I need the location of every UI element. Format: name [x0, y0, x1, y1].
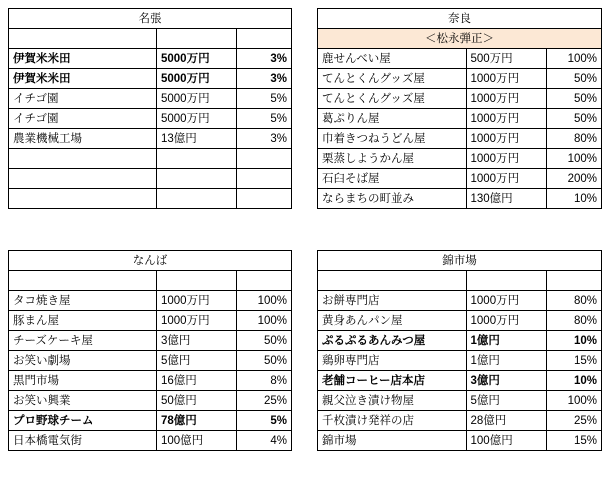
cell-amount[interactable]: 100億円	[466, 431, 546, 451]
cell-name[interactable]	[9, 149, 157, 169]
table-row[interactable]	[318, 49, 602, 69]
table-panel-nishiki	[317, 250, 602, 451]
cell-percent[interactable]: 50%	[546, 69, 601, 89]
cell-percent[interactable]: 5%	[237, 89, 292, 109]
table-row[interactable]	[9, 331, 292, 351]
cell-name[interactable]: 葛ぷりん屋	[318, 109, 467, 129]
table-title-row	[9, 251, 292, 271]
cell-amount[interactable]: 13億円	[157, 129, 237, 149]
table-namba	[8, 250, 292, 451]
table-row[interactable]	[318, 391, 602, 411]
cell-amount[interactable]: 1000万円	[157, 311, 237, 331]
table-title-nabari: 名張	[9, 9, 292, 29]
cell-percent[interactable]: 50%	[237, 331, 292, 351]
cell-name[interactable]: 豚まん屋	[9, 311, 157, 331]
cell-name[interactable]: 日本橋電気街	[9, 431, 157, 451]
cell-amount[interactable]	[157, 169, 237, 189]
table-row[interactable]	[9, 169, 292, 189]
table-row[interactable]	[9, 371, 292, 391]
table-row[interactable]	[9, 149, 292, 169]
cell-percent[interactable]: 3%	[237, 49, 292, 69]
table-title-row	[318, 251, 602, 271]
cell-percent[interactable]: 8%	[237, 371, 292, 391]
table-title-row	[318, 9, 602, 29]
table-row[interactable]	[318, 149, 602, 169]
table-row[interactable]	[318, 411, 602, 431]
cell-name[interactable]: 親父泣き漬け物屋	[318, 391, 467, 411]
cell-name[interactable]	[9, 271, 157, 291]
table-row[interactable]	[9, 69, 292, 89]
cell-amount[interactable]: 500万円	[466, 49, 546, 69]
cell-name[interactable]: タコ焼き屋	[9, 291, 157, 311]
table-row[interactable]	[318, 351, 602, 371]
cell-amount[interactable]	[157, 189, 237, 209]
table-row[interactable]	[318, 431, 602, 451]
cell-amount[interactable]: 1000万円	[466, 109, 546, 129]
table-panel-nara	[317, 8, 602, 209]
cell-percent[interactable]: 25%	[237, 391, 292, 411]
cell-amount[interactable]: 5000万円	[157, 89, 237, 109]
cell-name[interactable]	[9, 169, 157, 189]
table-row[interactable]	[318, 189, 602, 209]
cell-amount[interactable]: 1000万円	[466, 149, 546, 169]
table-row[interactable]	[9, 29, 292, 49]
cell-name[interactable]: 栗蒸しようかん屋	[318, 149, 467, 169]
cell-percent[interactable]: 80%	[546, 129, 601, 149]
cell-amount[interactable]: 1000万円	[466, 129, 546, 149]
table-row[interactable]	[318, 89, 602, 109]
cell-name[interactable]: お笑い劇場	[9, 351, 157, 371]
cell-percent[interactable]: 100%	[546, 49, 601, 69]
cell-name[interactable]	[9, 189, 157, 209]
table-row[interactable]	[9, 271, 292, 291]
cell-name[interactable]: ぷるぷるあんみつ屋	[318, 331, 467, 351]
cell-percent[interactable]: 4%	[237, 431, 292, 451]
cell-percent[interactable]	[237, 271, 292, 291]
cell-name[interactable]: 巾着きつねうどん屋	[318, 129, 467, 149]
cell-percent[interactable]: 10%	[546, 189, 601, 209]
cell-amount[interactable]: 5000万円	[157, 49, 237, 69]
cell-name[interactable]: 鹿せんべい屋	[318, 49, 467, 69]
cell-name[interactable]	[318, 271, 467, 291]
cell-name[interactable]: てんとくんグッズ屋	[318, 69, 467, 89]
cell-amount[interactable]: 1000万円	[466, 291, 546, 311]
table-row[interactable]	[318, 331, 602, 351]
cell-name[interactable]: 鶏卵専門店	[318, 351, 467, 371]
cell-percent[interactable]	[237, 149, 292, 169]
cell-amount[interactable]: 3億円	[466, 371, 546, 391]
cell-percent[interactable]: 5%	[237, 411, 292, 431]
cell-name[interactable]: 伊賀米米田	[9, 49, 157, 69]
cell-amount[interactable]: 28億円	[466, 411, 546, 431]
cell-name[interactable]: チーズケーキ屋	[9, 331, 157, 351]
cell-name[interactable]: お餅専門店	[318, 291, 467, 311]
cell-percent[interactable]: 3%	[237, 69, 292, 89]
cell-percent[interactable]: 25%	[546, 411, 601, 431]
cell-amount[interactable]: 5000万円	[157, 109, 237, 129]
table-subtitle-nara: ＜松永弾正＞	[318, 29, 602, 49]
cell-amount[interactable]: 130億円	[466, 189, 546, 209]
cell-percent[interactable]: 80%	[546, 291, 601, 311]
cell-percent[interactable]: 100%	[237, 291, 292, 311]
cell-name[interactable]: 千枚漬け発祥の店	[318, 411, 467, 431]
cell-amount[interactable]: 5億円	[466, 391, 546, 411]
table-row[interactable]	[318, 271, 602, 291]
table-row[interactable]	[9, 109, 292, 129]
table-row[interactable]	[9, 129, 292, 149]
table-row[interactable]	[9, 411, 292, 431]
table-title-namba: なんば	[9, 251, 292, 271]
table-title-row	[9, 9, 292, 29]
cell-name[interactable]: プロ野球チーム	[9, 411, 157, 431]
cell-name[interactable]	[9, 29, 157, 49]
table-row[interactable]	[318, 371, 602, 391]
table-row[interactable]	[9, 431, 292, 451]
cell-name[interactable]: イチゴ園	[9, 109, 157, 129]
cell-name[interactable]: 錦市場	[318, 431, 467, 451]
cell-percent[interactable]	[546, 271, 601, 291]
cell-amount[interactable]: 16億円	[157, 371, 237, 391]
cell-percent[interactable]: 80%	[546, 311, 601, 331]
cell-amount[interactable]	[157, 149, 237, 169]
cell-amount[interactable]	[157, 271, 237, 291]
table-nara	[317, 8, 602, 209]
cell-percent[interactable]: 100%	[546, 149, 601, 169]
cell-percent[interactable]: 100%	[546, 391, 601, 411]
cell-amount[interactable]	[157, 29, 237, 49]
cell-percent[interactable]: 200%	[546, 169, 601, 189]
cell-name[interactable]: 石臼そば屋	[318, 169, 467, 189]
table-title-nara: 奈良	[318, 9, 602, 29]
cell-name[interactable]: 伊賀米米田	[9, 69, 157, 89]
cell-amount[interactable]: 50億円	[157, 391, 237, 411]
cell-percent[interactable]: 5%	[237, 109, 292, 129]
cell-name[interactable]: てんとくんグッズ屋	[318, 89, 467, 109]
cell-amount[interactable]: 100億円	[157, 431, 237, 451]
cell-amount[interactable]: 5000万円	[157, 69, 237, 89]
cell-percent[interactable]: 3%	[237, 129, 292, 149]
cell-name[interactable]: 農業機械工場	[9, 129, 157, 149]
cell-amount[interactable]: 1000万円	[466, 89, 546, 109]
cell-amount[interactable]: 1000万円	[466, 69, 546, 89]
cell-name[interactable]: 老舗コーヒー店本店	[318, 371, 467, 391]
table-row[interactable]	[9, 49, 292, 69]
cell-percent[interactable]	[237, 189, 292, 209]
table-panel-namba	[8, 250, 291, 451]
cell-name[interactable]: お笑い興業	[9, 391, 157, 411]
table-row[interactable]	[9, 189, 292, 209]
cell-amount[interactable]: 1000万円	[466, 311, 546, 331]
table-nabari	[8, 8, 292, 209]
cell-percent[interactable]: 100%	[237, 311, 292, 331]
cell-amount[interactable]: 1000万円	[466, 169, 546, 189]
table-row[interactable]	[318, 169, 602, 189]
cell-name[interactable]: ならまちの町並み	[318, 189, 467, 209]
cell-percent[interactable]: 10%	[546, 371, 601, 391]
table-row[interactable]	[9, 351, 292, 371]
cell-name[interactable]: 黒門市場	[9, 371, 157, 391]
cell-name[interactable]: イチゴ園	[9, 89, 157, 109]
cell-amount[interactable]: 78億円	[157, 411, 237, 431]
table-panel-nabari	[8, 8, 291, 209]
cell-amount[interactable]: 1000万円	[157, 291, 237, 311]
table-nishiki	[317, 250, 602, 451]
table-row[interactable]	[318, 291, 602, 311]
table-row[interactable]	[9, 89, 292, 109]
table-row[interactable]	[318, 129, 602, 149]
cell-percent[interactable]: 10%	[546, 331, 601, 351]
cell-percent[interactable]: 15%	[546, 351, 601, 371]
cell-amount[interactable]: 5億円	[157, 351, 237, 371]
table-row[interactable]	[318, 109, 602, 129]
cell-percent[interactable]: 15%	[546, 431, 601, 451]
table-title-nishiki: 錦市場	[318, 251, 602, 271]
cell-percent[interactable]: 50%	[237, 351, 292, 371]
table-row[interactable]	[9, 291, 292, 311]
table-row[interactable]	[318, 311, 602, 331]
table-subtitle-row	[318, 29, 602, 49]
cell-amount[interactable]: 1億円	[466, 331, 546, 351]
table-row[interactable]	[9, 311, 292, 331]
cell-percent[interactable]	[237, 29, 292, 49]
table-row[interactable]	[318, 69, 602, 89]
table-row[interactable]	[9, 391, 292, 411]
cell-percent[interactable]: 50%	[546, 109, 601, 129]
cell-percent[interactable]	[237, 169, 292, 189]
cell-name[interactable]: 黄身あんパン屋	[318, 311, 467, 331]
cell-amount[interactable]: 1億円	[466, 351, 546, 371]
cell-amount[interactable]: 3億円	[157, 331, 237, 351]
cell-percent[interactable]: 50%	[546, 89, 601, 109]
cell-amount[interactable]	[466, 271, 546, 291]
